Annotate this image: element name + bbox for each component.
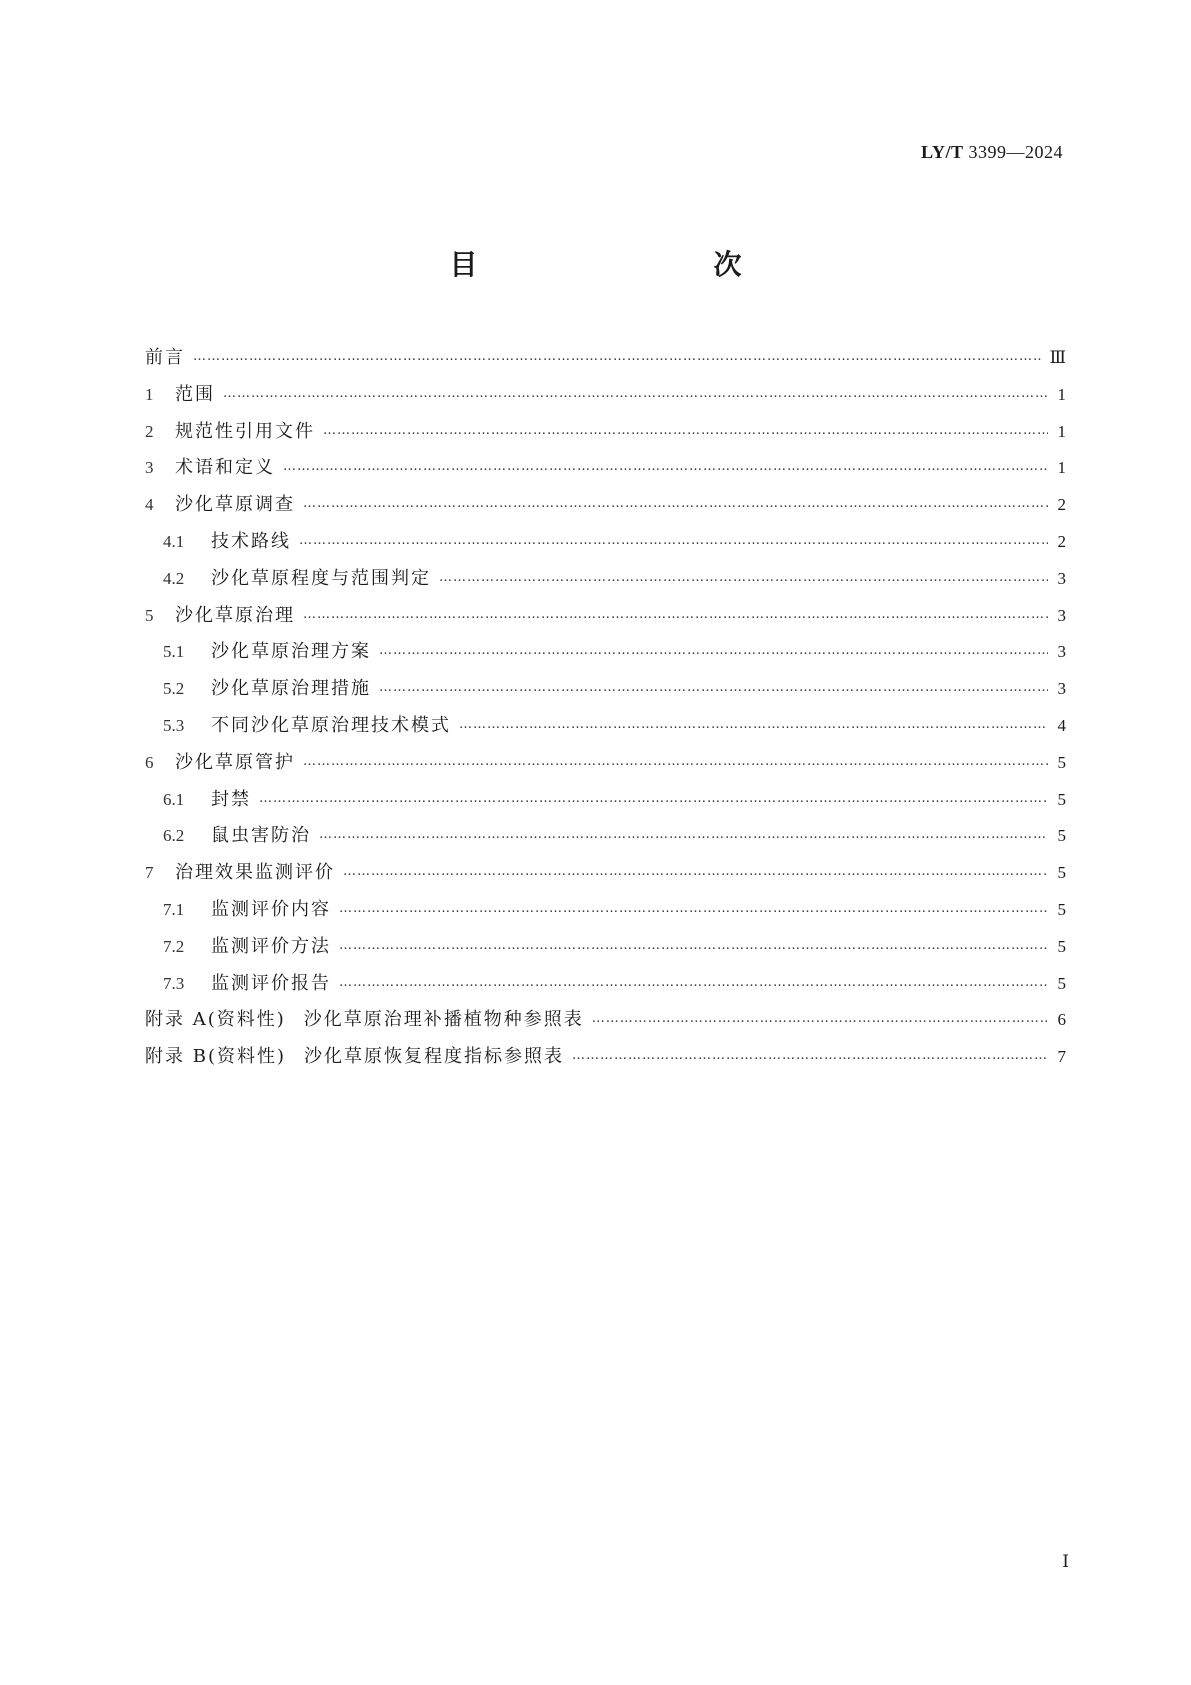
toc-page-number: 1 [1057,384,1066,404]
toc-title-text: 沙化草原恢复程度指标参照表 [304,1046,564,1068]
toc-page-number: 5 [1057,826,1066,846]
toc-title-text: 治理效果监测评价 [175,862,335,884]
toc-leader-dots [303,486,1048,523]
toc-title-text: 沙化草原程度与范围判定 [211,567,431,589]
toc-number: 7 [145,863,154,883]
page-number: Ⅰ [1062,1552,1069,1571]
toc-entry[interactable] [145,524,1066,561]
toc-title-text: 沙化草原治理 [175,604,295,626]
toc-page-number: 3 [1057,605,1066,625]
standard-prefix: LY/T [921,142,964,162]
toc-number: 5 [145,605,154,625]
toc-number: 4 [145,495,154,515]
toc-number: 3 [145,458,154,478]
toc-page-number: 3 [1057,642,1066,662]
toc-number: 4.2 [163,568,185,588]
toc-page-number: 5 [1057,973,1066,993]
toc-leader-dots [223,376,1048,413]
toc-page-number: 5 [1057,863,1066,883]
toc-number: 5.1 [163,642,185,662]
standard-code [921,142,1063,163]
toc-leader-dots [339,928,1048,965]
toc-leader-dots [379,670,1048,707]
toc-title-text: 监测评价内容 [211,898,331,920]
toc-leader-dots [379,633,1048,670]
toc-entry[interactable] [145,745,1066,782]
toc-page-number: 1 [1057,421,1066,441]
toc-leader-dots [343,854,1048,891]
toc-entry[interactable] [145,671,1066,708]
toc-number: 7.2 [163,936,185,956]
toc-number: 7.1 [163,899,185,919]
toc-entry[interactable] [145,929,1066,966]
toc-entry[interactable] [145,818,1066,855]
toc-page-number: 5 [1057,752,1066,772]
toc-leader-dots [439,560,1048,597]
toc-title: 目 次 [449,248,802,281]
toc-leader-dots [299,523,1048,560]
toc-leader-dots [339,891,1048,928]
toc-entry[interactable] [145,1039,1066,1076]
toc-entry[interactable] [145,561,1066,598]
toc-entry[interactable] [145,708,1066,745]
toc-page-number: 3 [1057,568,1066,588]
toc-leader-dots [259,781,1048,818]
toc-leader-dots [323,413,1048,450]
toc-page-number: 3 [1057,679,1066,699]
table-of-contents [145,340,1066,1076]
toc-title-text: 沙化草原治理方案 [211,641,371,663]
toc-leader-dots [303,744,1048,781]
toc-entry[interactable] [145,634,1066,671]
toc-title-text: 前言 [145,347,185,368]
toc-number: 6.1 [163,789,185,809]
toc-title-text: 监测评价报告 [211,972,331,994]
toc-leader-dots [193,339,1042,376]
toc-entry[interactable] [145,377,1066,414]
toc-page-number: Ⅲ [1049,348,1066,367]
toc-appendix-label: 附录 A(资料性) [145,1009,286,1031]
toc-number: 2 [145,421,154,441]
toc-title-text: 范围 [175,383,215,405]
toc-page-number: 5 [1057,936,1066,956]
toc-entry[interactable] [145,598,1066,635]
toc-title-text: 沙化草原管护 [175,751,295,773]
toc-title-text: 规范性引用文件 [175,420,315,442]
toc-page-number: 2 [1057,531,1066,551]
toc-title-text: 沙化草原调查 [175,494,295,516]
toc-page-number: 1 [1057,458,1066,478]
toc-leader-dots [459,707,1048,744]
toc-entry[interactable] [145,855,1066,892]
toc-title-text: 沙化草原治理措施 [211,678,371,700]
toc-entry[interactable] [145,450,1066,487]
standard-number: 3399—2024 [968,142,1063,162]
toc-title-text: 不同沙化草原治理技术模式 [211,714,451,736]
toc-page-number: 7 [1057,1047,1066,1067]
toc-page-number: 4 [1057,715,1066,735]
toc-page-number: 5 [1057,899,1066,919]
toc-entry[interactable] [145,340,1066,377]
toc-leader-dots [572,1038,1048,1075]
toc-leader-dots [592,1001,1048,1038]
toc-number: 4.1 [163,531,185,551]
toc-entry[interactable] [145,487,1066,524]
toc-entry[interactable] [145,782,1066,819]
toc-number: 5.2 [163,679,185,699]
toc-number: 6.2 [163,826,185,846]
toc-leader-dots [283,449,1048,486]
toc-number: 1 [145,384,154,404]
toc-title-text: 沙化草原治理补播植物种参照表 [303,1009,584,1031]
toc-title-text: 鼠虫害防治 [211,825,311,847]
toc-title-text: 封禁 [211,788,251,810]
toc-title-text: 技术路线 [211,530,291,552]
toc-page-number: 5 [1057,789,1066,809]
toc-entry[interactable] [145,1002,1066,1039]
toc-leader-dots [339,965,1048,1002]
toc-number: 5.3 [163,715,185,735]
toc-appendix-label: 附录 B(资料性) [145,1046,286,1068]
toc-entry[interactable] [145,966,1066,1003]
toc-leader-dots [303,597,1048,634]
toc-entry[interactable] [145,892,1066,929]
toc-page-number: 6 [1057,1010,1066,1030]
toc-number: 7.3 [163,973,185,993]
toc-leader-dots [319,817,1048,854]
toc-title-text: 监测评价方法 [211,935,331,957]
toc-page-number: 2 [1057,495,1066,515]
toc-title-text: 术语和定义 [175,457,275,479]
toc-entry[interactable] [145,414,1066,451]
toc-number: 6 [145,752,154,772]
